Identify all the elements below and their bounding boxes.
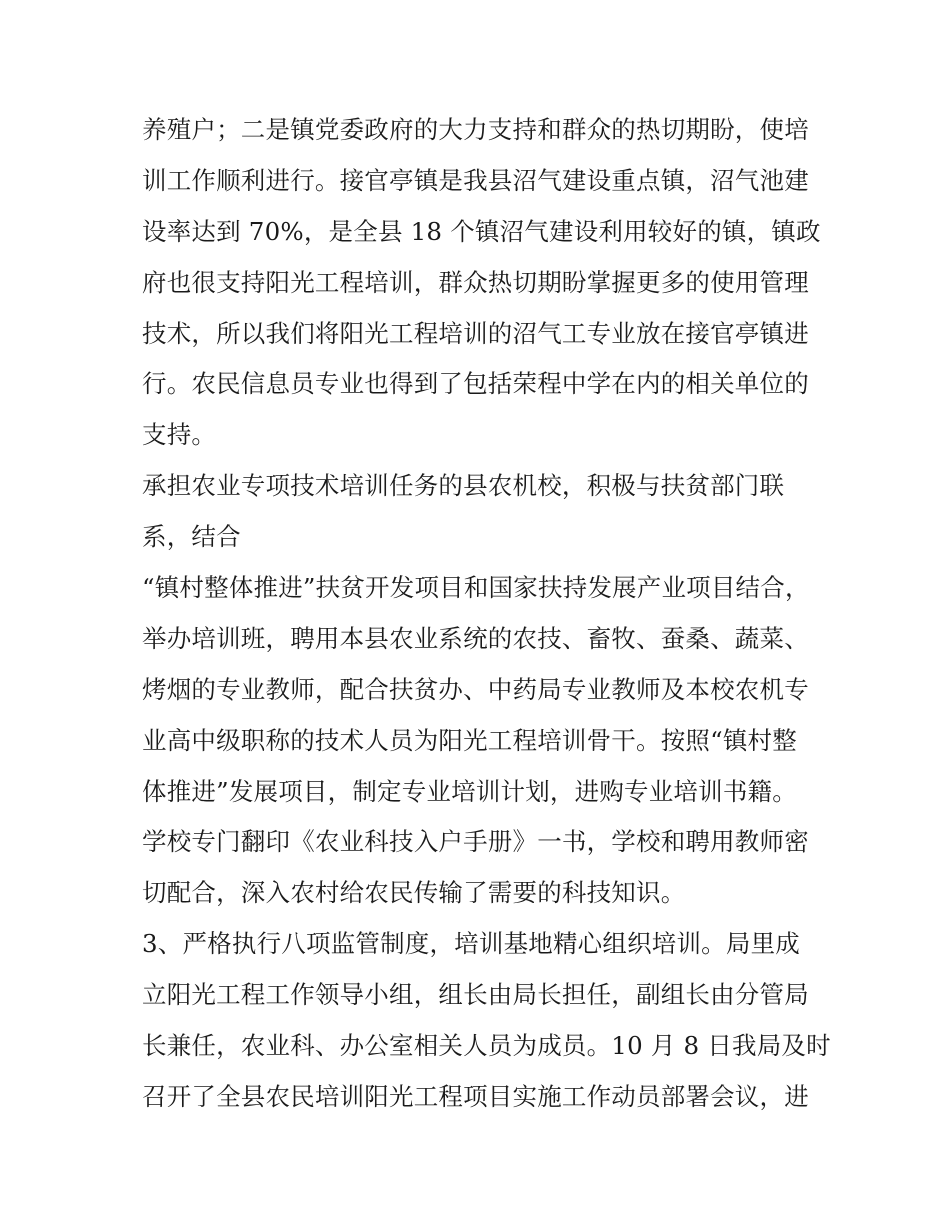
text-line: 3、严格执行八项监管制度，培训基地精心组织培训。局里成 (142, 929, 800, 959)
body-text (142, 105, 831, 1123)
text-line: 举办培训班，聘用本县农业系统的农技、畜牧、蚕桑、蔬菜、 (142, 623, 809, 653)
text-line: 体推进”发展项目，制定专业培训计划，进购专业培训书籍。 (142, 776, 797, 806)
text-line: 养殖户；二是镇党委政府的大力支持和群众的热切期盼，使培 (142, 115, 809, 144)
text-line: 切配合，深入农村给农民传输了需要的科技知识。 (142, 878, 686, 908)
text-line: 召开了全县农民培训阳光工程项目实施工作动员部署会议，进 (142, 1081, 809, 1111)
text-line: 技术，所以我们将阳光工程培训的沼气工专业放在接官亭镇进 (142, 318, 809, 348)
text-line: 行。农民信息员专业也得到了包括荣程中学在内的相关单位的 (142, 369, 809, 399)
text-line: 系，结合 (142, 522, 241, 552)
text-line: 设率达到 70%，是全县 18 个镇沼气建设利用较好的镇，镇政 (142, 216, 821, 246)
text-line: 烤烟的专业教师，配合扶贫办、中药局专业教师及本校农机专 (142, 674, 809, 704)
text-line: 业高中级职称的技术人员为阳光工程培训骨干。按照“镇村整 (142, 725, 797, 755)
text-line: “镇村整体推进”扶贫开发项目和国家扶持发展产业项目结合， (142, 573, 810, 603)
text-line: 学校专门翻印《农业科技入户手册》一书，学校和聘用教师密 (142, 827, 809, 857)
text-line: 承担农业专项技术培训任务的县农机校，积极与扶贫部门联 (142, 471, 785, 501)
text-line: 立阳光工程工作领导小组，组长由局长担任，副组长由分管局 (142, 980, 809, 1010)
text-line: 长兼任，农业科、办公室相关人员为成员。10 月 8 日我局及时 (142, 1031, 831, 1061)
text-line: 府也很支持阳光工程培训，群众热切期盼掌握更多的使用管理 (142, 267, 809, 297)
text-line: 训工作顺利进行。接官亭镇是我县沼气建设重点镇，沼气池建 (142, 165, 809, 195)
text-line: 支持。 (142, 420, 217, 450)
